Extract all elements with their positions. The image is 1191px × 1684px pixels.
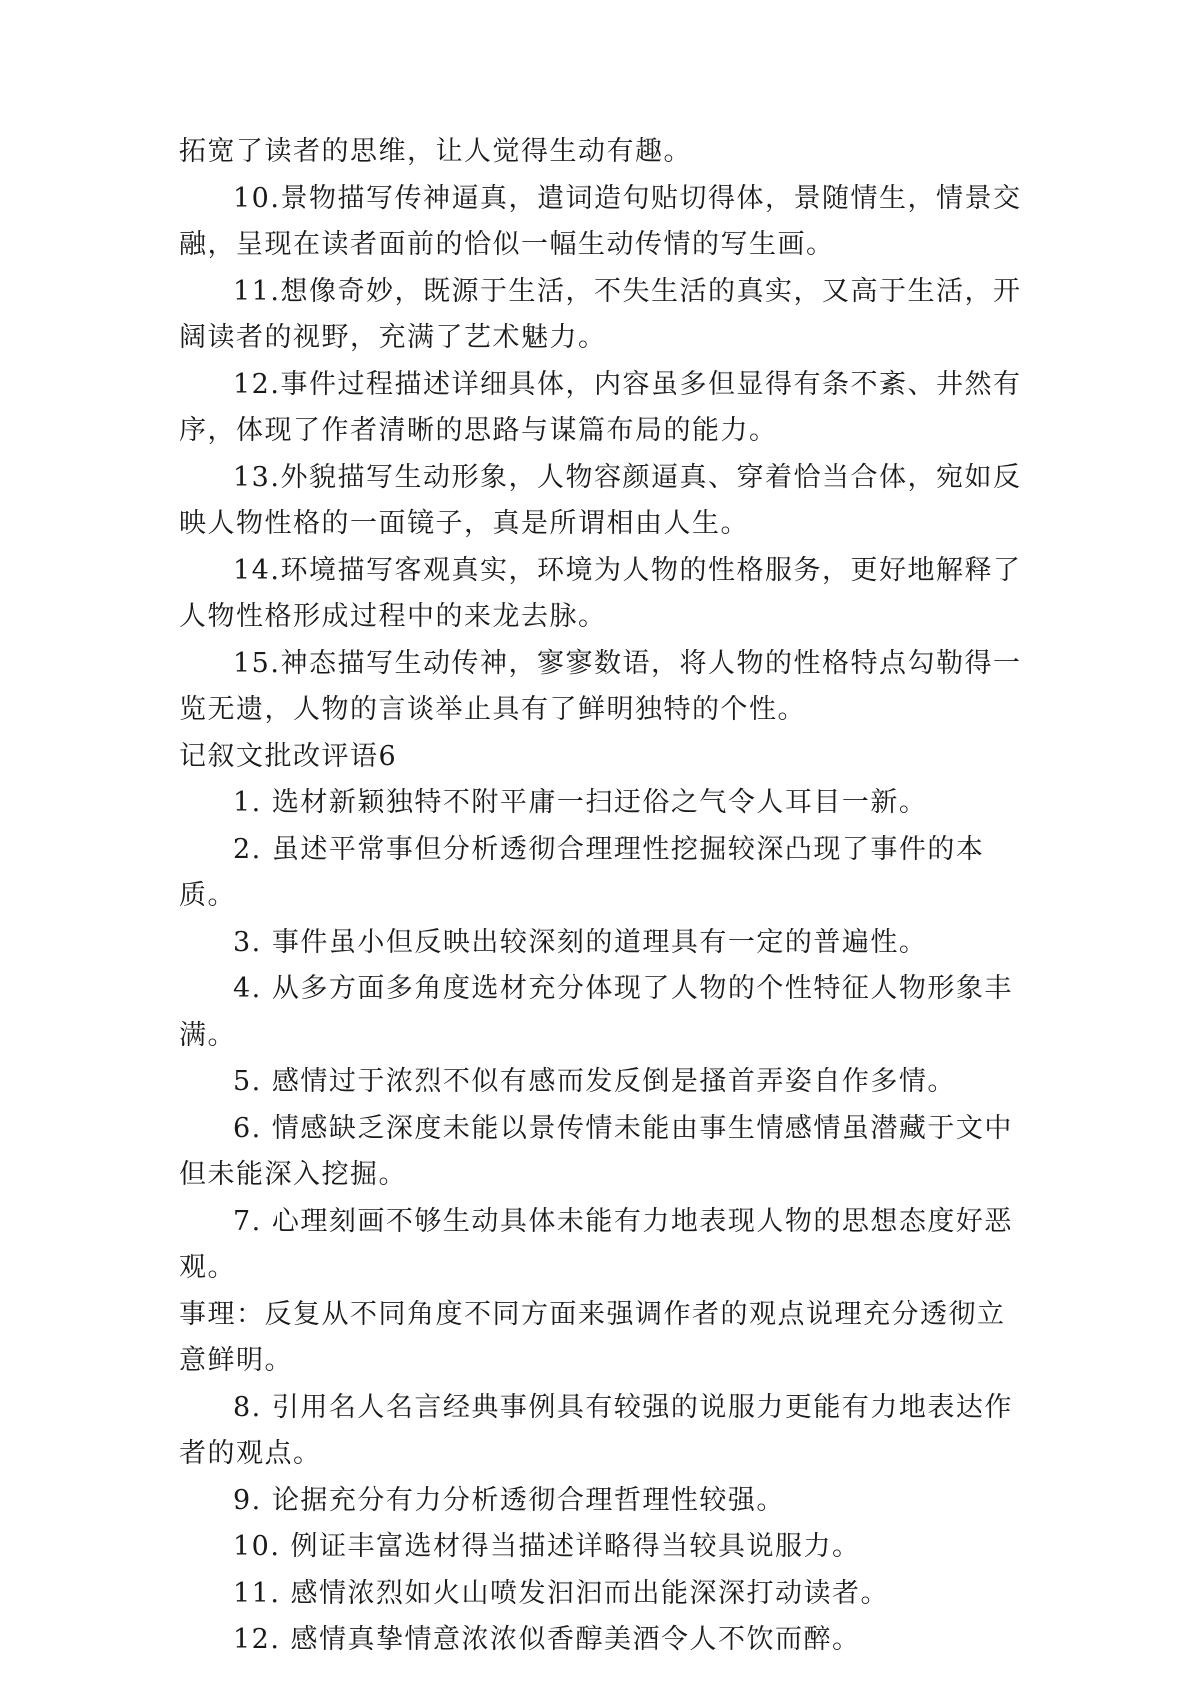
paragraph: 12.事件过程描述详细具体，内容虽多但显得有条不紊、井然有序，体现了作者清晰的思路与谋篇布局的能力。: [179, 368, 1022, 446]
paragraph: 10.景物描写传神逼真，遣词造句贴切得体，景随情生，情景交融，呈现在读者面前的恰似一幅生动传情的写生画。: [179, 182, 1022, 260]
paragraph: 13.外貌描写生动形象，人物容颜逼真、穿着恰当合体，宛如反映人物性格的一面镜子，真是所谓相由人生。: [179, 461, 1022, 539]
paragraph: 3. 事件虽小但反映出较深刻的道理具有一定的普遍性。: [233, 926, 928, 958]
paragraph: 15.神态描写生动传神，寥寥数语，将人物的性格特点勾勒得一览无遗，人物的言谈举止具有了鲜明独特的个性。: [179, 647, 1022, 725]
paragraph: 8. 引用名人名言经典事例具有较强的说服力更能有力地表达作者的观点。: [179, 1391, 1013, 1469]
paragraph: 11.想像奇妙，既源于生活，不失生活的真实，又高于生活，开阔读者的视野，充满了艺术魅力。: [179, 275, 1022, 353]
paragraph: 14.环境描写客观真实，环境为人物的性格服务，更好地解释了人物性格形成过程中的来龙去脉。: [179, 554, 1022, 632]
paragraph: 11. 感情浓烈如火山喷发汩汩而出能深深打动读者。: [233, 1577, 890, 1609]
paragraph: 5. 感情过于浓烈不似有感而发反倒是搔首弄姿自作多情。: [233, 1066, 956, 1097]
document-body: [179, 129, 1029, 1664]
paragraph: 9. 论据充分有力分析透彻合理哲理性较强。: [233, 1484, 785, 1516]
paragraph: 7. 心理刻画不够生动具体未能有力地表现人物的思想态度好恶观。: [179, 1205, 1013, 1283]
paragraph: 事理：反复从不同角度不同方面来强调作者的观点说理充分透彻立意鲜明。: [179, 1298, 1006, 1376]
paragraph: 6. 情感缺乏深度未能以景传情未能由事生情感情虽潜藏于文中但未能深入挖掘。: [179, 1112, 1013, 1190]
paragraph: 12. 感情真挚情意浓浓似香醇美酒令人不饮而醉。: [233, 1624, 861, 1655]
paragraph: 10. 例证丰富选材得当描述详略得当较具说服力。: [233, 1531, 861, 1562]
paragraph: 1. 选材新颖独特不附平庸一扫迂俗之气令人耳目一新。: [233, 787, 928, 818]
section-heading: 记叙文批改评语6: [179, 740, 398, 772]
paragraph: 2. 虽述平常事但分析透彻合理理性挖掘较深凸现了事件的本质。: [179, 833, 985, 911]
paragraph: 4. 从多方面多角度选材充分体现了人物的个性特征人物形象丰满。: [179, 973, 1013, 1051]
paragraph: 拓宽了读者的思维，让人觉得生动有趣。: [179, 136, 692, 167]
